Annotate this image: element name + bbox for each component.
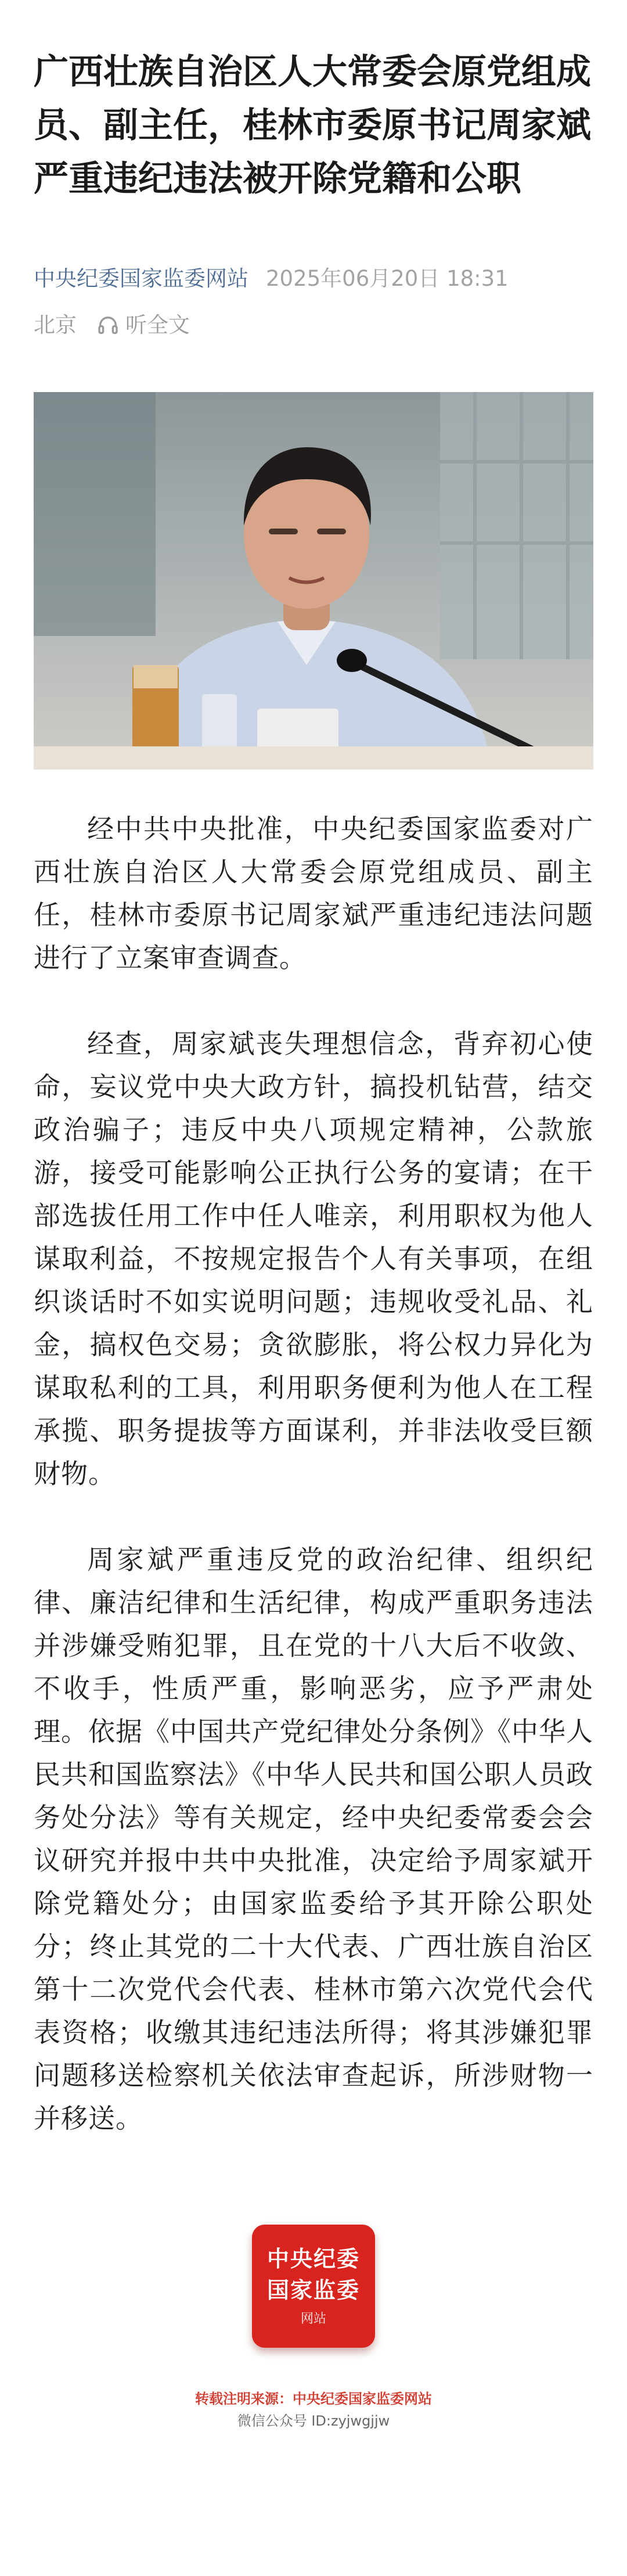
site-logo	[252, 2225, 375, 2348]
photo-illustration	[34, 392, 593, 770]
article-paragraph: 周家斌严重违反党的政治纪律、组织纪律、廉洁纪律和生活纪律，构成严重职务违法并涉嫌受贿犯罪，且在党的十八大后不收敛、不收手，性质严重，影响恶劣，应予严肃处理。依据《中国共产党纪律处分条例》《中华人民共和国监察法》《中华人民共和国公职人员政务处分法》等有关规定，经中央纪委常委会会议研究并报中共中央批准，决定给予周家斌开除党籍处分；由国家监委给予其开除公职处分；终止其党的二十大代表、广西壮族自治区第十二次党代会代表、桂林市第六次党代会代表资格；收缴其违纪违法所得；将其涉嫌犯罪问题移送检察机关依法审查起诉，所涉财物一并移送。	[34, 1544, 593, 2134]
logo-text-sub: 网站	[300, 2312, 326, 2326]
article-photo	[34, 392, 593, 770]
logo-text-line2: 国家监委	[266, 2277, 360, 2303]
article-paragraph: 经查，周家斌丧失理想信念，背弃初心使命，妄议党中央大政方针，搞投机钻营，结交政治骗子；违反中央八项规定精神，公款旅游，接受可能影响公正执行公务的宴请；在干部选拔任用工作中任人唯亲，利用职权为他人谋取利益，不按规定报告个人有关事项，在组织谈话时不如实说明问题；违规收受礼品、礼金，搞权色交易；贪欲膨胀，将公权力异化为谋取私利的工具，利用职务便利为他人在工程承揽、职务提拔等方面谋利，并非法收受巨额财物。	[34, 1028, 593, 1489]
article-title: 广西壮族自治区人大常委会原党组成员、副主任，桂林市委原书记周家斌严重违纪违法被开除党籍和公职	[34, 52, 591, 199]
listen-button[interactable]	[96, 308, 190, 343]
logo-text-line1: 中央纪委	[266, 2246, 360, 2272]
article-meta-secondary	[34, 308, 603, 343]
source-link[interactable]: 中央纪委国家监委网站	[34, 266, 248, 291]
publish-time: 2025年06月20日 18:31	[266, 266, 509, 291]
headphone-icon	[96, 314, 120, 337]
location-label: 北京	[34, 312, 77, 337]
wechat-id: 微信公众号 ID:zyjwgjjw	[237, 2413, 390, 2429]
article-paragraph: 经中共中央批准，中央纪委国家监委对广西壮族自治区人大常委会原党组成员、副主任，桂林市委原书记周家斌严重违纪违法问题进行了立案审查调查。	[34, 813, 593, 973]
article-body	[34, 807, 593, 2183]
article-meta	[34, 261, 603, 296]
listen-label: 听全文	[125, 312, 190, 337]
repost-credit: 转载注明来源：中央纪委国家监委网站	[195, 2391, 432, 2407]
